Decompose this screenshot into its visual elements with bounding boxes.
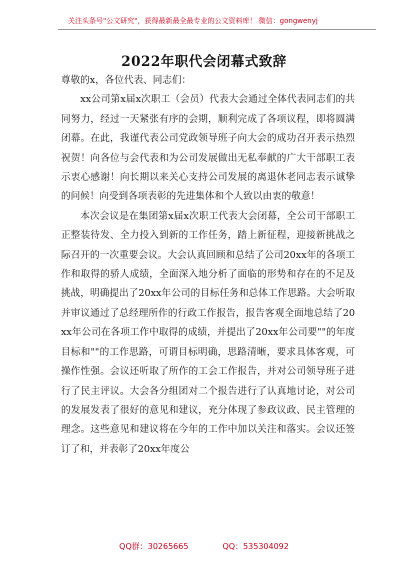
paragraph-1: xx公司第x届x次职工（会员）代表大会通过全体代表同志们的共同努力，经过一天紧张有序的会期，顺利完成了各项议程，即将圆满闭幕。在此，我谨代表公司党政领导班子向大会的成功召开表示热烈祝贺！向各位与会代表和为公司发展做出无私奉献的广大干部职工表示衷心感谢！向长期以来关心支持公司发展的离退休老同志表示诚挚的问候！向受到各项表彰的先进集体和个人致以由衷的敬意！ xyxy=(61,94,355,203)
header-promo-note: 关注头条号"公文研究"，获得最新最全最专业的公文资料库！ 微信：gongwenyj xyxy=(68,17,318,25)
document-body xyxy=(61,71,355,459)
salutation: 尊敬的x，各位代表、同志们： xyxy=(61,75,192,86)
footer-qq-group: QQ群：30265665 xyxy=(119,542,189,551)
footer-contact xyxy=(0,541,408,552)
paragraph-2: 本次会议是在集团第x届x次职工代表大会闭幕，全公司干部职工正整装待发、全力投入到新的工作任务，踏上新征程，迎接新挑战之际召开的一次重要会议。大会认真回顾和总结了公司20xx年的各项工作和取得的骄人成绩，全面深入地分析了面临的形势和存在的不足及挑战，明确提出了20xx年公司的目标任务和总体工作思路。大会听取并审议通过了总经理所作的行政工作报告，报告客观全面地总结了20xx年公司在各项工作中取得的成绩，并提出了20xx年公司要""的年度目标和""的工作思路，可谓目标明确，思路清晰，要求具体客观，可操作性强。会议还听取了所作的工会工作报告，并对公司领导班子进行了民主评议。大会各分组团对二个报告进行了认真地讨论，对公司的发展发表了很好的意见和建议，充分体现了参政议政、民主管理的理念。这些意见和建议将在今年的工作中加以关注和落实。会议还签订了和，并表彰了20xx年度公 xyxy=(61,210,355,455)
header-divider xyxy=(58,29,376,30)
document-title: 2022年职代会闭幕式致辞 xyxy=(121,54,287,70)
footer-qq: QQ：535304092 xyxy=(222,542,289,551)
